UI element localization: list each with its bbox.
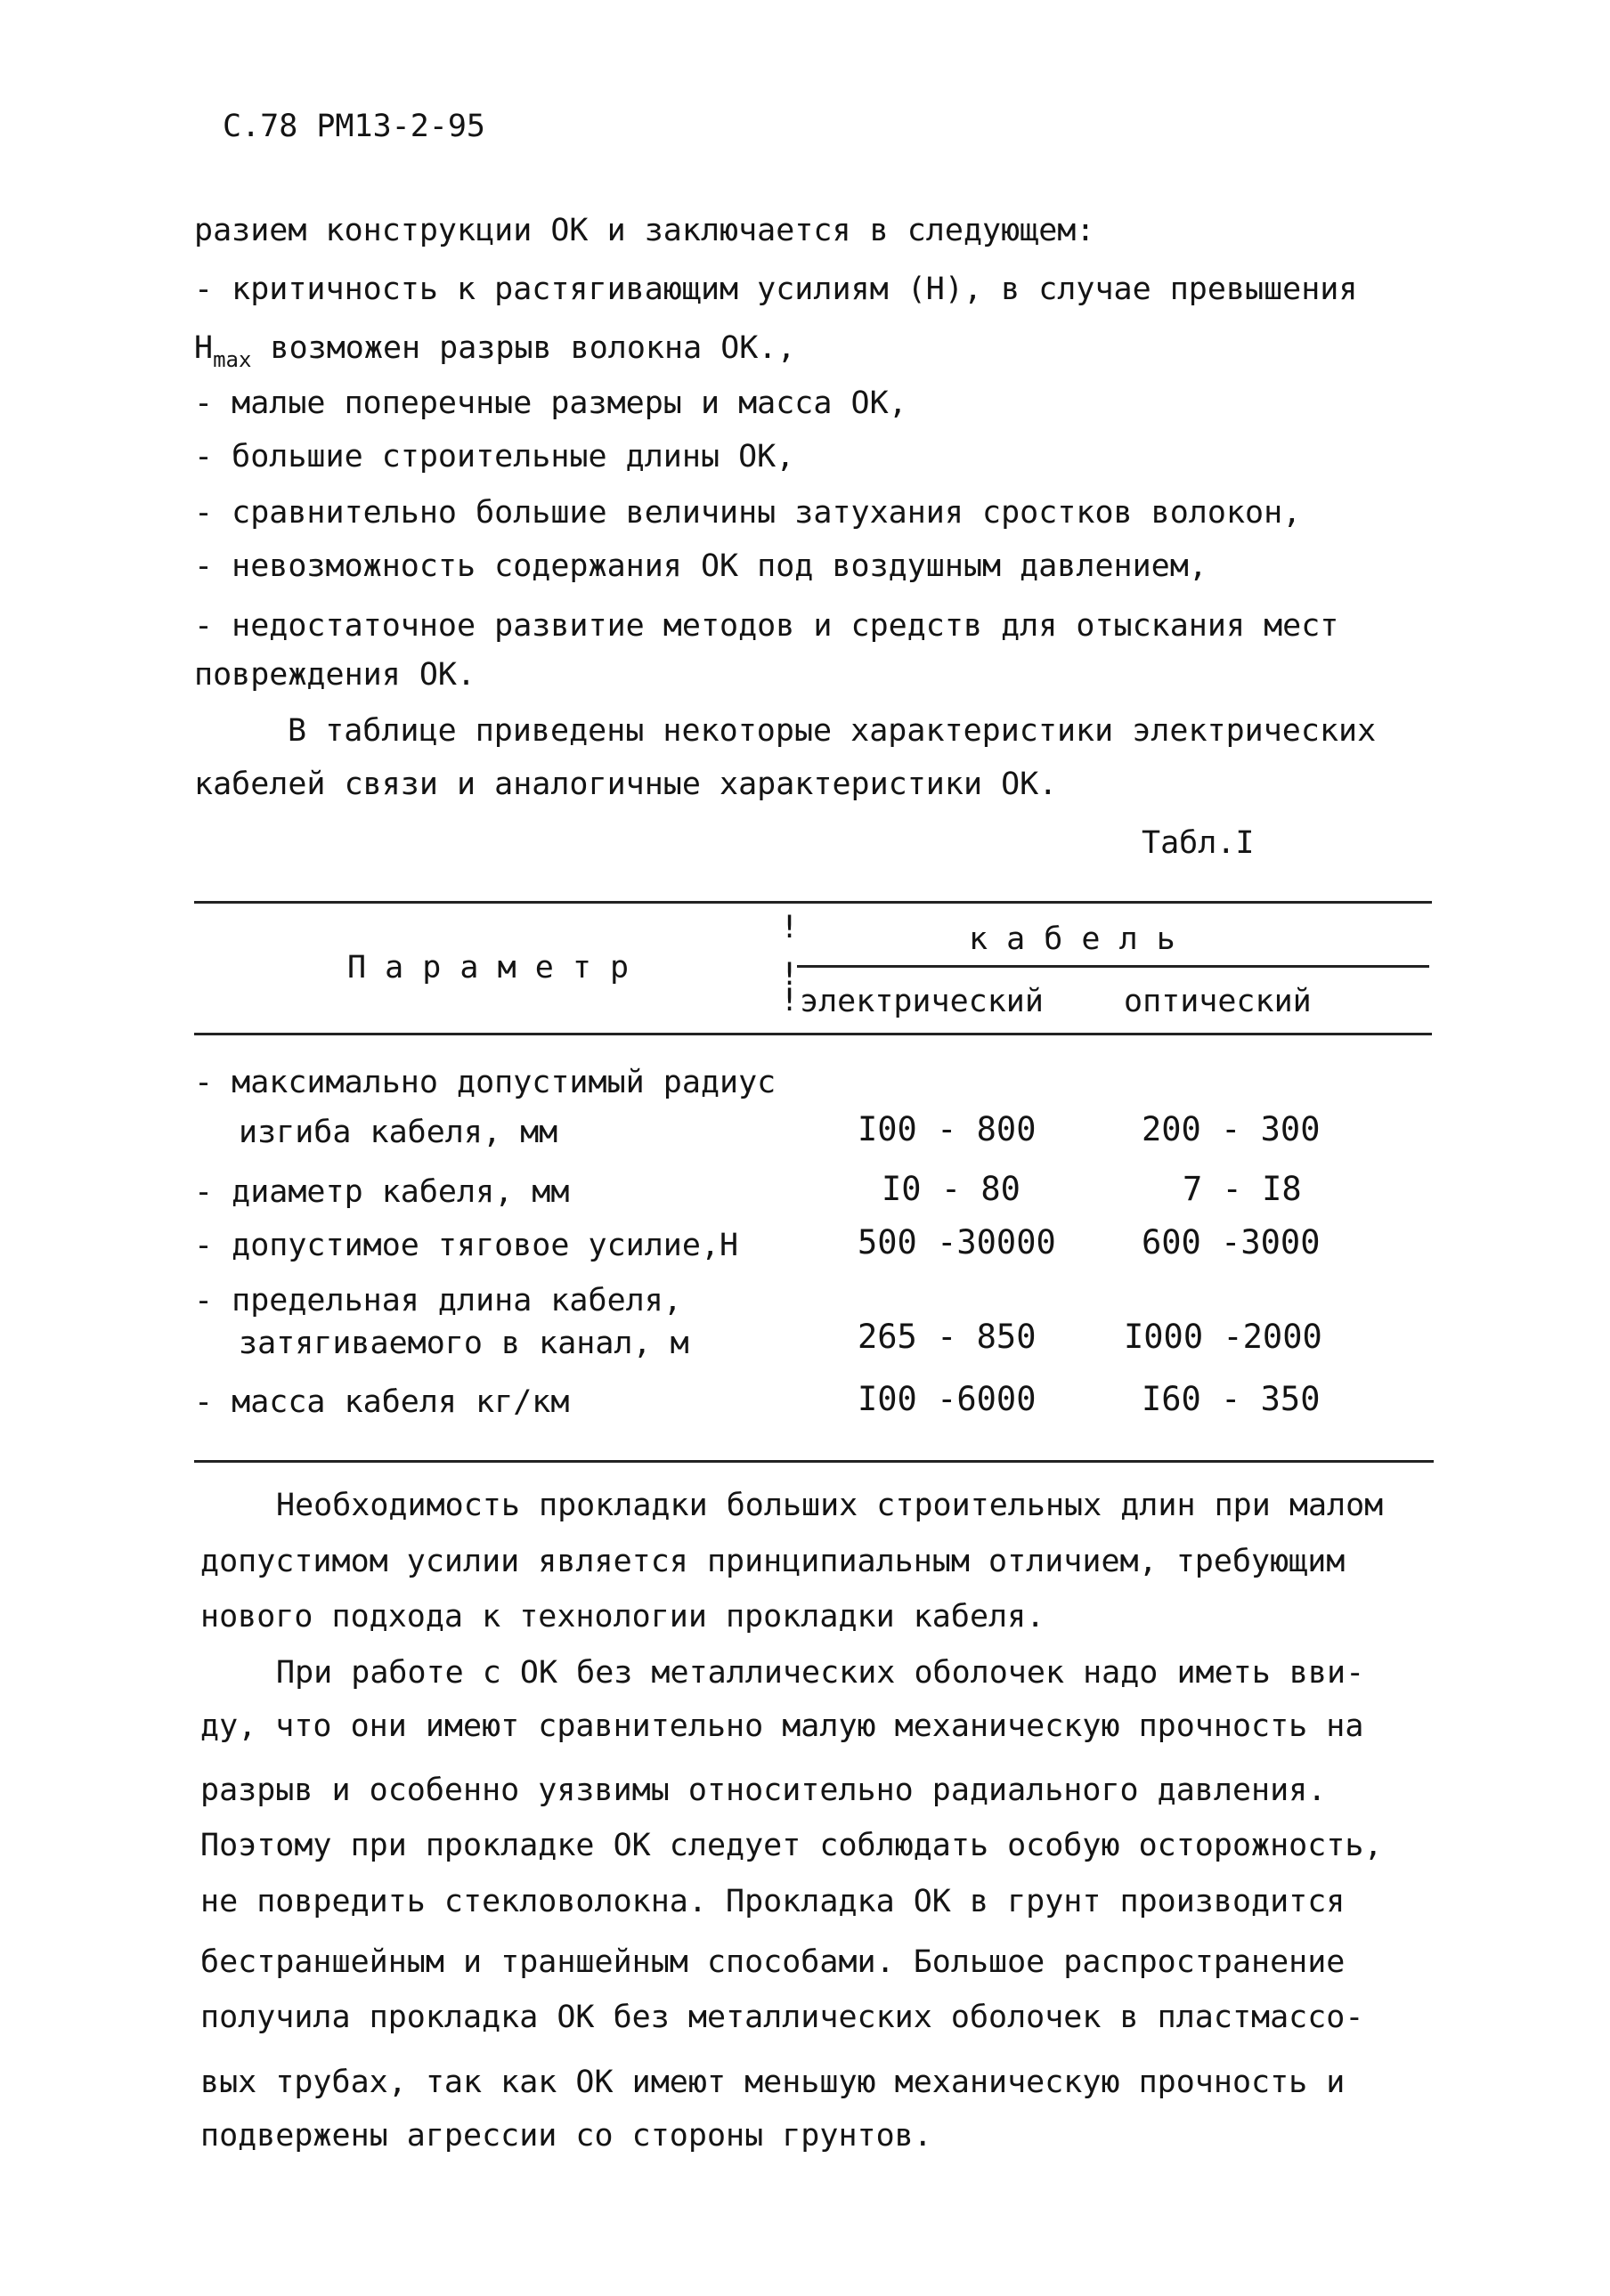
cell-electric: 265 - 850 (858, 1318, 1037, 1356)
paragraph-line: Необходимость прокладки больших строительных длин при малом (276, 1488, 1384, 1523)
cell-optical: I000 -2000 (1124, 1318, 1322, 1356)
bullet-tension-rest: возможен разрыв волокна ОК., (251, 330, 796, 366)
cell-electric: I00 -6000 (858, 1380, 1037, 1418)
paragraph-line: получила прокладка ОК без металлических оболочек в пластмассо- (200, 2000, 1364, 2035)
subscript-max: max (213, 347, 252, 372)
table-caption: Табл.I (1142, 825, 1255, 861)
table-header-rule (194, 1033, 1432, 1035)
bullet-tension-cont (194, 329, 796, 372)
symbol-h: Н (194, 330, 214, 366)
bullet-methods: - недостаточное развитие методов и средств для отыскания мест (194, 608, 1339, 644)
paragraph-line: подвержены агрессии со стороны грунтов. (200, 2118, 932, 2154)
row-label: - предельная длина кабеля, (194, 1283, 682, 1318)
paragraph-line: допустимом усилии является принципиальным отличием, требующим (200, 1544, 1346, 1579)
row-label: изгиба кабеля, мм (239, 1115, 558, 1150)
paragraph-line: разрыв и особенно уязвимы относительно радиального давления. (200, 1773, 1327, 1808)
header-param: П а р а м е т р (347, 950, 630, 986)
cell-optical: 200 - 300 (1142, 1110, 1321, 1148)
row-label: - диаметр кабеля, мм (194, 1174, 570, 1210)
paragraph-line: нового подхода к технологии прокладки кабеля. (200, 1599, 1045, 1635)
cell-optical: 600 -3000 (1142, 1223, 1321, 1262)
header-divider: ! (780, 957, 800, 993)
paragraph-line: Поэтому при прокладке ОК следует соблюдать особую осторожность, (200, 1828, 1383, 1863)
paragraph-line: бестраншейным и траншейным способами. Большое распространение (200, 1944, 1346, 1980)
cell-electric: 500 -30000 (858, 1223, 1056, 1262)
header-optical: оптический (1124, 984, 1312, 1019)
paragraph-line: ду, что они имеют сравнительно малую механическую прочность на (200, 1708, 1364, 1744)
table-top-rule (194, 901, 1432, 904)
row-label: - допустимое тяговое усилие,Н (194, 1228, 739, 1263)
bullet-tension: - критичность к растягивающим усилиям (Н), в случае превышения (194, 272, 1358, 307)
bullet-size: - малые поперечные размеры и масса ОК, (194, 385, 907, 421)
bullet-attenuation: - сравнительно большие величины затухания сростков волокон, (194, 495, 1302, 531)
header-electric: электрический (800, 984, 1044, 1019)
paragraph-line: вых трубах, так как ОК имеют меньшую механическую прочность и (200, 2065, 1346, 2100)
table-bottom-rule (194, 1460, 1434, 1463)
row-label: затягиваемого в канал, м (239, 1326, 689, 1361)
cell-optical: 7 - I8 (1183, 1170, 1302, 1208)
bullet-length: - большие строительные длины ОК, (194, 439, 795, 475)
page-header: С.78 РМ13-2-95 (223, 109, 486, 144)
cell-electric: I00 - 800 (858, 1110, 1037, 1148)
paragraph-line: не повредить стекловолокна. Прокладка ОК в грунт производится (200, 1884, 1346, 1919)
cell-electric: I0 - 80 (882, 1170, 1020, 1208)
row-label: - максимально допустимый радиус (194, 1065, 777, 1100)
table-intro-line: В таблице приведены некоторые характеристики электрических (288, 713, 1377, 749)
paragraph-line: При работе с ОК без металлических оболочек надо иметь вви- (276, 1655, 1365, 1691)
intro-line: разием конструкции ОК и заключается в следующем: (194, 213, 1095, 248)
row-label: - масса кабеля кг/км (194, 1384, 570, 1420)
bullet-methods-cont: повреждения ОК. (194, 657, 476, 693)
table-intro-line: кабелей связи и аналогичные характеристики ОК. (194, 767, 1058, 802)
bullet-pressure: - невозможность содержания ОК под воздушным давлением, (194, 548, 1208, 584)
header-sub-rule (797, 965, 1429, 968)
cell-optical: I60 - 350 (1142, 1380, 1321, 1418)
header-divider: ! (780, 910, 800, 945)
header-divider: ! (780, 983, 800, 1018)
header-cable: к а б е л ь (969, 921, 1175, 957)
